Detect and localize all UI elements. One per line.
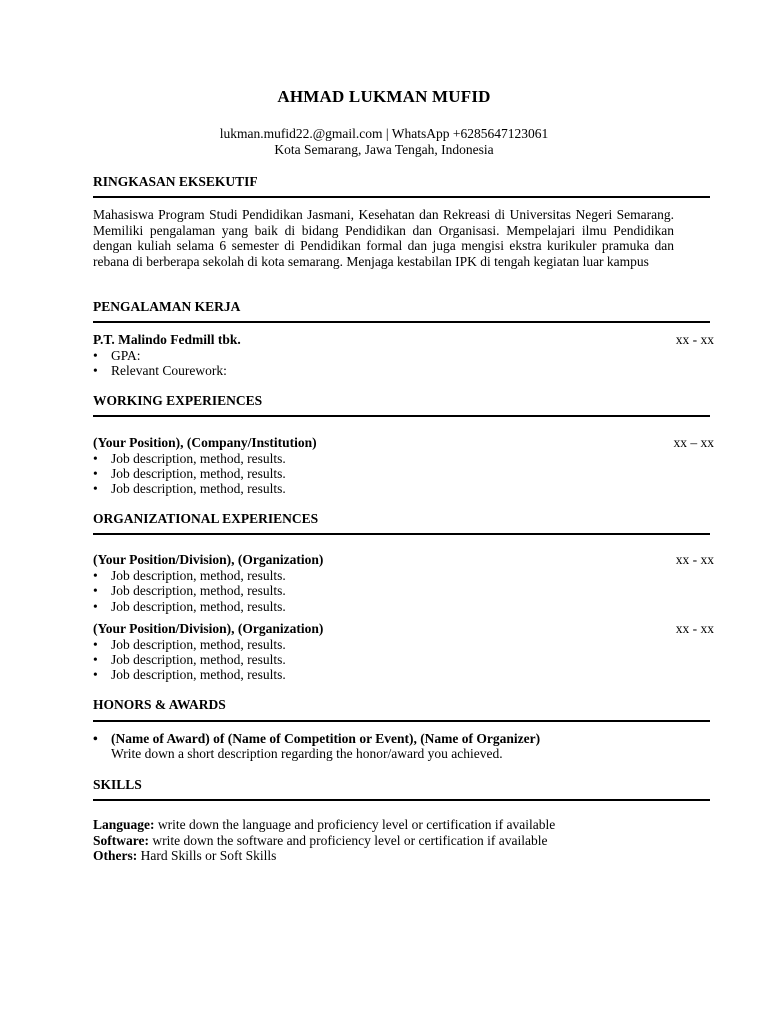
organizational-heading: ORGANIZATIONAL EXPERIENCES bbox=[93, 511, 319, 526]
summary-heading: RINGKASAN EKSEKUTIF bbox=[93, 174, 258, 189]
section-divider bbox=[93, 720, 710, 722]
bullet-icon: • bbox=[93, 599, 98, 614]
working-entry-title: (Your Position), (Company/Institution) bbox=[93, 435, 317, 450]
skill-language: Language: write down the language and proficiency level or certification if available bbox=[93, 817, 556, 832]
working-experiences-heading: WORKING EXPERIENCES bbox=[93, 393, 263, 408]
org-entry-date: xx - xx bbox=[675, 552, 714, 567]
section-divider bbox=[93, 533, 710, 535]
org-entry-header bbox=[93, 552, 714, 568]
section-divider bbox=[93, 196, 710, 198]
section-divider bbox=[93, 799, 710, 801]
skills-heading: SKILLS bbox=[93, 777, 142, 792]
summary-text: Mahasiswa Program Studi Pendidikan Jasmani, Kesehatan dan Rekreasi di Universitas Negeri Semarang. Memiliki pengalaman yang baik di bidang Pendidikan dan Organisasi. Mempelajari ilmu Pendidikan dengan kuliah selama 6 semester di Pendidikan formal dan juga mengisi ekstra kurikuler pramuka dan rebana di berberapa sekolah di kota semarang. Menjaga kestabilan IPK di tengah kegiatan luar kampus bbox=[93, 207, 674, 269]
bullet-icon: • bbox=[93, 348, 98, 363]
bullet-icon: • bbox=[93, 583, 98, 598]
bullet-icon: • bbox=[93, 451, 98, 466]
list-item: • Job description, method, results. bbox=[93, 583, 286, 598]
work-heading: PENGALAMAN KERJA bbox=[93, 299, 241, 314]
list-item: • Job description, method, results. bbox=[93, 637, 286, 652]
list-item: • GPA: bbox=[93, 348, 141, 363]
work-entry-header bbox=[93, 332, 714, 348]
honor-description: Write down a short description regarding the honor/award you achieved. bbox=[111, 746, 503, 761]
bullet-icon: • bbox=[93, 731, 98, 746]
skill-software: Software: write down the software and proficiency level or certification if available bbox=[93, 833, 548, 848]
bullet-icon: • bbox=[93, 363, 98, 378]
list-item: • Job description, method, results. bbox=[93, 466, 286, 481]
bullet-icon: • bbox=[93, 481, 98, 496]
bullet-icon: • bbox=[93, 637, 98, 652]
location-line: Kota Semarang, Jawa Tengah, Indonesia bbox=[274, 142, 494, 157]
list-item: • Job description, method, results. bbox=[93, 568, 286, 583]
bullet-icon: • bbox=[93, 667, 98, 682]
working-entry-header bbox=[93, 435, 714, 451]
contact-line: lukman.mufid22.@gmail.com | WhatsApp +6285647123061 bbox=[219, 126, 549, 141]
list-item bbox=[93, 731, 540, 747]
section-divider bbox=[93, 321, 710, 323]
bullet-icon: • bbox=[93, 568, 98, 583]
org-entry-title: (Your Position/Division), (Organization) bbox=[93, 621, 324, 636]
working-entry-date: xx – xx bbox=[673, 435, 714, 450]
list-item: • Job description, method, results. bbox=[93, 599, 286, 614]
section-divider bbox=[93, 415, 710, 417]
bullet-icon: • bbox=[93, 652, 98, 667]
list-item: • Relevant Courework: bbox=[93, 363, 227, 378]
list-item: • Job description, method, results. bbox=[93, 481, 286, 496]
list-item: • Job description, method, results. bbox=[93, 667, 286, 682]
honor-title: (Name of Award) of (Name of Competition or Event), (Name of Organizer) bbox=[111, 731, 541, 746]
list-item: • Job description, method, results. bbox=[93, 652, 286, 667]
skill-others: Others: Hard Skills or Soft Skills bbox=[93, 848, 277, 863]
org-entry-title: (Your Position/Division), (Organization) bbox=[93, 552, 324, 567]
bullet-icon: • bbox=[93, 466, 98, 481]
work-date: xx - xx bbox=[675, 332, 714, 347]
list-item: • Job description, method, results. bbox=[93, 451, 286, 466]
work-company: P.T. Malindo Fedmill tbk. bbox=[93, 332, 241, 347]
org-entry-header bbox=[93, 621, 714, 637]
candidate-name: AHMAD LUKMAN MUFID bbox=[277, 87, 491, 106]
org-entry-date: xx - xx bbox=[675, 621, 714, 636]
honors-heading: HONORS & AWARDS bbox=[93, 697, 226, 712]
